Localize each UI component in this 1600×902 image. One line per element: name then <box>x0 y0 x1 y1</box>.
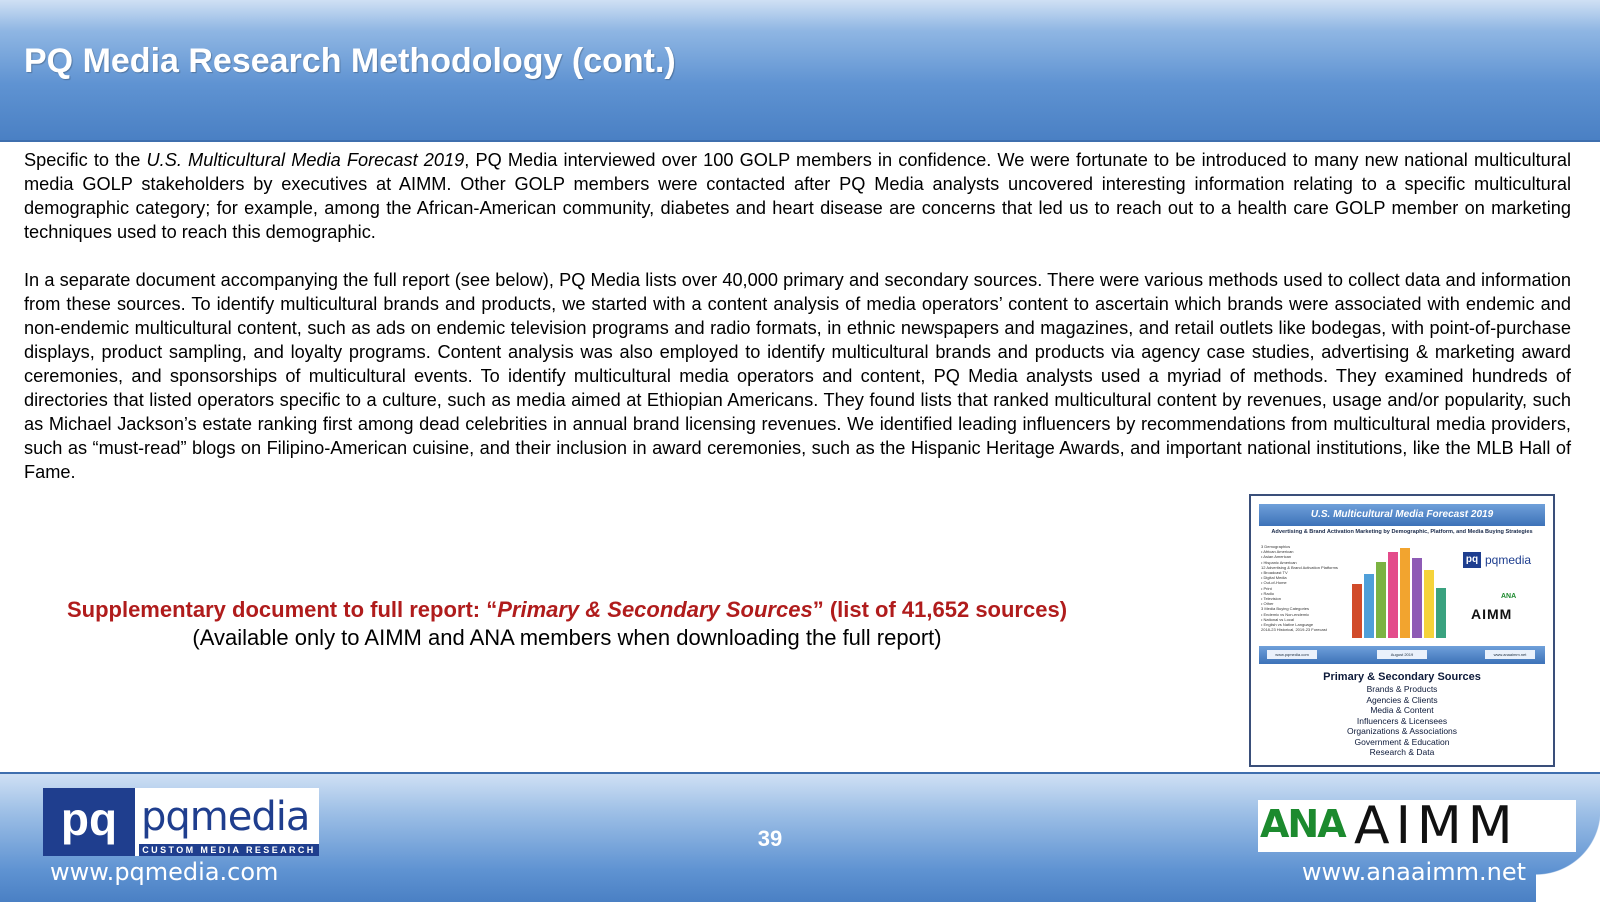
cover-list-item: • African American <box>1261 549 1294 555</box>
page-number: 39 <box>757 826 783 851</box>
cover-bar-right: www.anaaimm.net <box>1485 650 1535 659</box>
report-title-italic: U.S. Multicultural Media Forecast 2019 <box>146 150 465 170</box>
cover-list-item: 3 Demographics <box>1261 544 1291 549</box>
cover-list-item: 2018-23 Historical, 2019-23 Forecast <box>1261 627 1327 633</box>
cover-list <box>1261 544 1341 632</box>
footer-corner-curve <box>1536 810 1600 902</box>
cover-info-bar <box>1259 646 1545 664</box>
paragraph-1 <box>24 148 1571 244</box>
hand-yellow <box>1424 570 1434 638</box>
cover-list-item: • Print <box>1261 585 1272 591</box>
cover-list-item: 3 Media Buying Categories <box>1261 606 1310 612</box>
body-text <box>24 148 1571 508</box>
cover-list-item: 12 Advertising & Brand Activation Platforms <box>1261 564 1338 570</box>
aimm-logo-word: AIMM <box>1354 796 1519 856</box>
slide-title: PQ Media Research Methodology (cont.) <box>24 42 676 80</box>
cover-bar-mid: August 2019 <box>1377 650 1427 659</box>
hand-teal <box>1436 588 1446 638</box>
pqmedia-url-link[interactable]: www.pqmedia.com <box>50 858 279 886</box>
cover-pq-box: pq <box>1463 552 1481 568</box>
p1-text-start: Specific to the <box>24 150 147 170</box>
cover-source-item: Research & Data <box>1369 747 1435 757</box>
p1-text-end: , PQ Media interviewed over 100 GOLP members in confidence. We were fortunate to be introduced to many new national multicultural media GOLP stakeholders by executives at AIMM. Other GOLP members were contacted after PQ Media analysts uncovered interesting information relating to a specific multicultural demographic category; for example, among the African-American community, diabetes and heart disease are concerns that led us to reach out to a health care GOLP member on marketing techniques used to reach this demographic. <box>24 150 1571 242</box>
cover-list-item: • Digital Media <box>1261 575 1287 581</box>
cover-list-item: • Out-of-Home <box>1261 580 1287 586</box>
report-cover-thumbnail <box>1249 494 1555 767</box>
cover-source-item: Brands & Products <box>1366 684 1438 694</box>
pq-logo-box: pq <box>43 788 135 856</box>
hand-blue <box>1364 574 1374 638</box>
cover-sources-heading: Primary & Secondary Sources <box>1323 671 1481 683</box>
hand-pink <box>1388 552 1398 638</box>
slide-header <box>0 0 1600 142</box>
supplementary-line-1 <box>24 596 1110 624</box>
cover-aimm-logo: AIMM <box>1471 606 1513 622</box>
cover-title: U.S. Multicultural Media Forecast 2019 <box>1259 504 1545 526</box>
cover-bar-left: www.pqmedia.com <box>1267 650 1317 659</box>
supplementary-line-2: (Available only to AIMM and ANA members when downloading the full report) <box>192 625 942 650</box>
hand-green <box>1376 562 1386 638</box>
cover-list-item: • Hispanic American <box>1261 559 1297 565</box>
raised-hands-illustration <box>1346 544 1456 640</box>
cover-source-item: Media & Content <box>1370 705 1434 715</box>
cover-source-item: Influencers & Licensees <box>1356 715 1448 726</box>
supp-pre: Supplementary document to full report: “ <box>66 597 498 622</box>
hand-orange <box>1400 548 1410 638</box>
cover-pqmedia-logo <box>1463 552 1549 568</box>
cover-subtitle: Advertising & Brand Activation Marketing by Demographic, Platform, and Media Buying Strategies <box>1271 529 1533 535</box>
cover-list-item: • Other <box>1261 601 1274 607</box>
slide-footer <box>0 772 1600 902</box>
cover-list-item: • Television <box>1261 596 1282 602</box>
cover-list-item: • Radio <box>1261 590 1274 596</box>
anaaimm-url-link[interactable]: www.anaaimm.net <box>1301 858 1526 886</box>
supplementary-note <box>24 596 1110 652</box>
ana-aimm-logo[interactable] <box>1258 796 1576 856</box>
cover-pq-word: pqmedia <box>1485 553 1532 567</box>
pq-logo-tagline: CUSTOM MEDIA RESEARCH <box>139 844 319 856</box>
hand-red <box>1352 584 1362 638</box>
supp-italic: Primary & Secondary Sources <box>497 597 813 622</box>
cover-source-item: Government & Education <box>1354 736 1450 747</box>
cover-list-item: • Asian American <box>1261 554 1292 560</box>
pq-logo-word: pqmedia <box>141 794 310 840</box>
cover-list-item: • Broadcast TV <box>1261 570 1288 576</box>
ana-logo-mark: ANA <box>1260 802 1345 846</box>
hand-purple <box>1412 558 1422 638</box>
cover-list-item: • English vs Native Language <box>1261 622 1314 628</box>
cover-list-item: • Endemic vs Non-endemic <box>1261 611 1310 617</box>
cover-sources-list <box>1251 670 1553 758</box>
cover-list-item: • National vs Local <box>1261 616 1294 622</box>
pqmedia-logo[interactable] <box>43 788 319 856</box>
supp-post: ” (list of 41,652 sources) <box>812 597 1068 622</box>
cover-ana-logo: ANA <box>1501 593 1517 600</box>
cover-source-item: Agencies & Clients <box>1366 694 1438 705</box>
paragraph-2: In a separate document accompanying the full report (see below), PQ Media lists over 40,000 primary and secondary sources. There were various methods used to collect data and information from these sources. To identify multicultural brands and products, we started with a content analysis of media operators’ content to ascertain which brands were associated with endemic and non-endemic multicultural content, such as ads on endemic television programs and radio formats, in ethnic newspapers and magazines, and retail outlets like bodegas, with point-of-purchase displays, product sampling, and loyalty programs. Content analysis was also employed to identify multicultural brands and products via agency case studies, advertising & marketing award ceremonies, and sponsorships of multicultural events. To identify multicultural media operators and content, PQ Media analysts used a myriad of methods. They examined hundreds of directories that listed operators specific to a culture, such as media aimed at Ethiopian Americans. They found lists that ranked multicultural content by revenues, usage and/or popularity, such as Michael Jackson’s estate ranking first among dead celebrities in annual brand licensing revenues. We identified leading influencers by recommendations from multicultural media providers, such as “must-read” blogs on Filipino-American cuisine, and their inclusion in award ceremonies, such as the Hispanic Heritage Awards, and important national institutions, like the MLB Hall of Fame. <box>24 270 1571 482</box>
cover-source-item: Organizations & Associations <box>1346 726 1458 736</box>
